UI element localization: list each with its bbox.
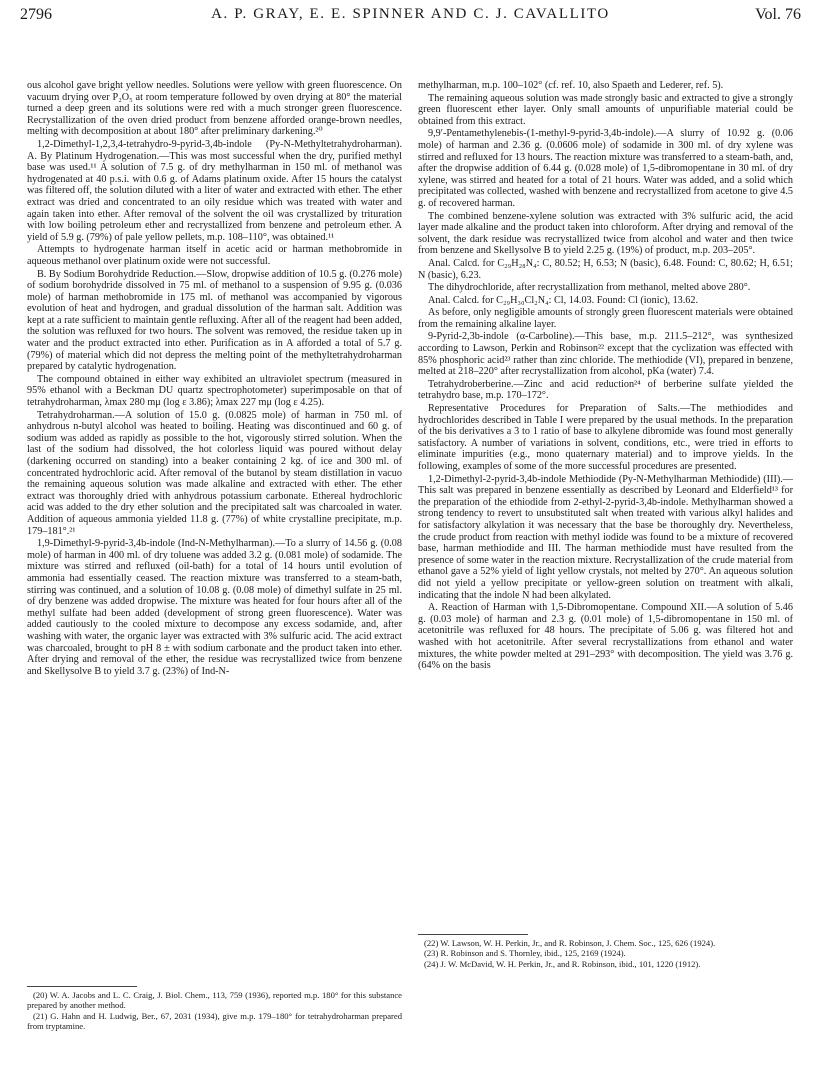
paragraph: Anal. Calcd. for C₂₉H₃₀Cl₂N₄: Cl, 14.03. Found: Cl (ionic), 13.62. (428, 294, 699, 306)
paragraph: 1,2-Dimethyl-1,2,3,4-tetrahydro-9-pyrid-3,4b-indole (Py-N-Methyltetrahydroharman). A. By Platinum Hydrogenation.—This was most successful when the dry, purified methyl base was used.¹¹ A solution of 7.5 g. of dry methylharman in 150 ml. of methanol was hydrogenated at 40 p.s.i. with 0.6 g. of Adams platinum oxide. After 15 hours the catalyst was filtered off, the solution diluted with a liter of water and extracted with ether. The ether extract was dried and concentrated to an oily residue which was treated with water and again taken into ether. After removal of the solvent the oil was crystallized by trituration with low boiling petroleum ether and recrystallized from benzene and petroleum ether. A yield of 5.9 g. (79%) of pale yellow pellets, m.p. 108–110°, was obtained.¹¹ (27, 138, 402, 243)
left-column (27, 80, 402, 1060)
footnote: (21) G. Hahn and H. Ludwig, Ber., 67, 2031 (1934), give m.p. 179–180° for tetrahydroharman prepared from tryptamine. (27, 1010, 402, 1032)
paragraph: The remaining aqueous solution was made strongly basic and extracted to give a strongly green fluorescent ether layer. Only small amounts of unpurifiable material could be obtained from this extract. (418, 92, 793, 127)
paragraph: ous alcohol gave bright yellow needles. Solutions were yellow with green fluorescence. On vacuum drying over P₂O₅ at room temperature followed by oven drying at 80° the material turned a deep green and its solutions were red with a much stronger green fluorescence. Recrystallization of the oven dried product from benzene afforded orange-brown needles, melting with decomposition at about 180° after preliminary darkening.²⁰ (27, 80, 402, 138)
paragraph: Tetrahydroharman.—A solution of 15.0 g. (0.0825 mole) of harman in 750 ml. of anhydrous n-butyl alcohol was heated to boiling. Heating was discontinued and 60 g. of sodium was added as rapidly as possible to the hot, vigorously stirred solution. When the last of the sodium had dissolved, the hot colorless liquid was poured without delay (darkening occurred on standing) into a beaker containing 2 kg. of ice and 300 ml. of concentrated hydrochloric acid. After removal of the butanol by steam distillation in vacuo the remaining aqueous solution was made alkaline and extracted with ether. The ether extract was thoroughly dried with anhydrous potassium carbonate. Ethereal hydrochloric acid was added to the dry ether solution and the precipitated salt was charcoaled in water. Addition of aqueous ammonia yielded 11.8 g. (77%) of white crystalline precipitate, m.p. 179–181°.²¹ (27, 409, 402, 537)
paragraph: 9,9′-Pentamethylenebis-(1-methyl-9-pyrid-3,4b-indole).—A slurry of 10.92 g. (0.06 mole) of harman and 2.36 g. (0.0606 mole) of sodamide in 300 ml. of dry xylene was stirred and refluxed for 13 hours. The reaction mixture was transferred to a steam-bath, and, after the dropwise addition of 6.44 g. (0.028 mole) of 1,5-dibromopentane in 30 ml. of dry xylene, was stirred and heated for a total of 21 hours. Water was added, and a solid which precipitated was collected, washed with benzene and recrystallized from acetone to give 4.5 g. of recovered harman. (418, 128, 793, 209)
page-header (20, 6, 801, 28)
footnote-rule (418, 934, 528, 935)
paragraph: Tetrahydroberberine.—Zinc and acid reduction²⁴ of berberine sulfate yielded the tetrahydro base, m.p. 170–172°. (418, 378, 793, 402)
paragraph: 1,9-Dimethyl-9-pyrid-3,4b-indole (Ind-N-Methylharman).—To a slurry of 14.56 g. (0.08 mole) of harman in 400 ml. of dry toluene was added 3.2 g. (0.081 mole) of sodamide. The mixture was stirred and refluxed (oil-bath) for a total of 14 hours until evolution of ammonia had essentially ceased. The reaction mixture was transferred to a steam-bath, stirring was continued, and a solution of 10.08 g. (0.08 mole) of dimethyl sulfate in 25 ml. of dry benzene was added dropwise. The mixture was heated for four hours after all of the methyl sulfate had been added (development of strong green fluorescence). Water was added cautiously to the cooled mixture to decompose any excess sodamide, and, after washing with water, the organic layer was extracted with 3% sulfuric acid. The acid extract was charcoaled, brought to pH 8 ± with sodium carbonate and the product taken into ether. After drying and removal of the ether, the residue was recrystallized twice from benzene and Skellysolve B to yield 3.7 g. (23%) of Ind-N- (27, 538, 402, 677)
paragraph: 1,2-Dimethyl-2-pyrid-3,4b-indole Methiodide (Py-N-Methylharman Methiodide) (III).—This salt was prepared in benzene essentially as described by Leonard and Elderfield¹³ for the preparation of the ethiodide from 2-ethyl-2-pyrid-3,4b-indole. Methylharman showed a strong tendency to revert to unsubstituted salt when treated with various alkyl halides and for satisfactory alkylation it was necessary that the base be thoroughly dry. Nevertheless, the crude product from reaction with methyl iodide was found to be a mixture of recovered base, harman methiodide and III. The harman methiodide must have resulted from the presence of some water in the reaction mixture. Recrystallization of the crude material from ethanol gave a 52% yield of light yellow crystals, not melted by 270°. An aqueous solution did not yield a yellow precipitate or yellow-green solution on treatment with alkali, indicating that the indole N had been alkylated. (418, 473, 793, 601)
footnote: (24) J. W. McDavid, W. H. Perkin, Jr., and R. Robinson, ibid., 101, 1220 (1912). (424, 958, 701, 969)
paragraph: Attempts to hydrogenate harman itself in acetic acid or harman methobromide in aqueous methanol over platinum oxide were not successful. (27, 244, 402, 267)
right-column (418, 80, 793, 1060)
paragraph: As before, only negligible amounts of strongly green fluorescent materials were obtained from the remaining alkaline layer. (418, 307, 793, 330)
footnote: (22) W. Lawson, W. H. Perkin, Jr., and R. Robinson, J. Chem. Soc., 125, 626 (1924). (424, 938, 716, 948)
volume-label: Vol. 76 (755, 6, 801, 23)
footnotes-right (418, 934, 793, 969)
paragraph: Representative Procedures for Preparation of Salts.—The methiodides and hydrochlorides described in Table I were prepared by the usual methods. In the preparation of the bis derivatives a 3 to 1 ratio of base to alkylene dibromide was found most generally satisfactory. A number of variations in solvent, conditions, etc., were tried in efforts to eliminate impurities (e.g., mono quaternary material) and to improve yields. In the following, examples of some of the more successful procedures are presented. (418, 403, 793, 472)
footnotes-left (27, 986, 402, 1032)
paragraph: The dihydrochloride, after recrystallization from methanol, melted above 280°. (428, 282, 751, 294)
paragraph: Anal. Calcd. for C₂₉H₂₈N₄: C, 80.52; H, 6.53; N (basic), 6.48. Found: C, 80.62; H, 6.51; N (basic), 6.23. (418, 257, 793, 281)
page-number: 2796 (20, 6, 52, 23)
paragraph: 9-Pyrid-2,3b-indole (α-Carboline).—This base, m.p. 211.5–212°, was synthesized according to Lawson, Perkin and Robinson²² except that the cyclization was effected with 85% phosphoric acid²³ rather than zinc chloride. The methiodide (VI), prepared in benzene, melted at 218–220° after recrystallization from alcohol, pKa (water) 7.4. (418, 331, 793, 378)
paragraph: B. By Sodium Borohydride Reduction.—Slow, dropwise addition of 10.5 g. (0.276 mole) of sodium borohydride dissolved in 75 ml. of methanol to a suspension of 9.95 g. (0.036 mole) of harman methobromide in 175 ml. of methanol was accompanied by vigorous evolution of heat and hydrogen, and gradual dissolution of the harman salt. Addition was kept at a rate sufficient to maintain gentle refluxing. After all of the reagent had been added, the solution was refluxed for two hours. The solvent was removed, the residue taken up in water and the product extracted into ether. Purification as in A afforded a total of 5.7 g. (79%) of material which did not depress the melting point of the methyltetrahydroharman prepared by catalytic hydrogenation. (27, 268, 402, 373)
footnote: (20) W. A. Jacobs and L. C. Craig, J. Biol. Chem., 113, 759 (1936), reported m.p. 180° for this substance prepared by another method. (27, 990, 402, 1011)
footnote-rule (27, 986, 137, 987)
footnote: (23) R. Robinson and S. Thornley, ibid., 125, 2169 (1924). (424, 948, 626, 959)
paragraph: The combined benzene-xylene solution was extracted with 3% sulfuric acid, the acid layer made alkaline and the product taken into chloroform. After drying and removal of the solvent, the dark residue was recrystallized twice from alcohol and water and then twice from benzene and Skellysolve B to yield 2.25 g. (19%) of product, m.p. 203–205°. (418, 210, 793, 257)
paragraph: methylharman, m.p. 100–102° (cf. ref. 10, also Spaeth and Lederer, ref. 5). (418, 80, 724, 91)
running-authors: A. P. GRAY, E. E. SPINNER AND C. J. CAVALLITO (211, 6, 610, 22)
paragraph: A. Reaction of Harman with 1,5-Dibromopentane. Compound XII.—A solution of 5.46 g. (0.03 mole) of harman and 2.3 g. (0.01 mole) of 1,5-dibromopentane in 150 ml. of acetonitrile was refluxed for 48 hours. The precipitate of 5.06 g. was filtered hot and washed with hot acetonitrile. After several recrystallizations from ethanol and water mixtures, the white powder melted at 291–293° with decomposition. The yield was 3.76 g. (64% on the basis (418, 602, 793, 672)
paragraph: The compound obtained in either way exhibited an ultraviolet spectrum (measured in 95% ethanol with a Beckman DU quartz spectrophotometer) superimposable on that of tetrahydroharman, λmax 280 mμ (log ε 3.86); λmax 227 mμ (log ε 4.25). (27, 373, 402, 409)
